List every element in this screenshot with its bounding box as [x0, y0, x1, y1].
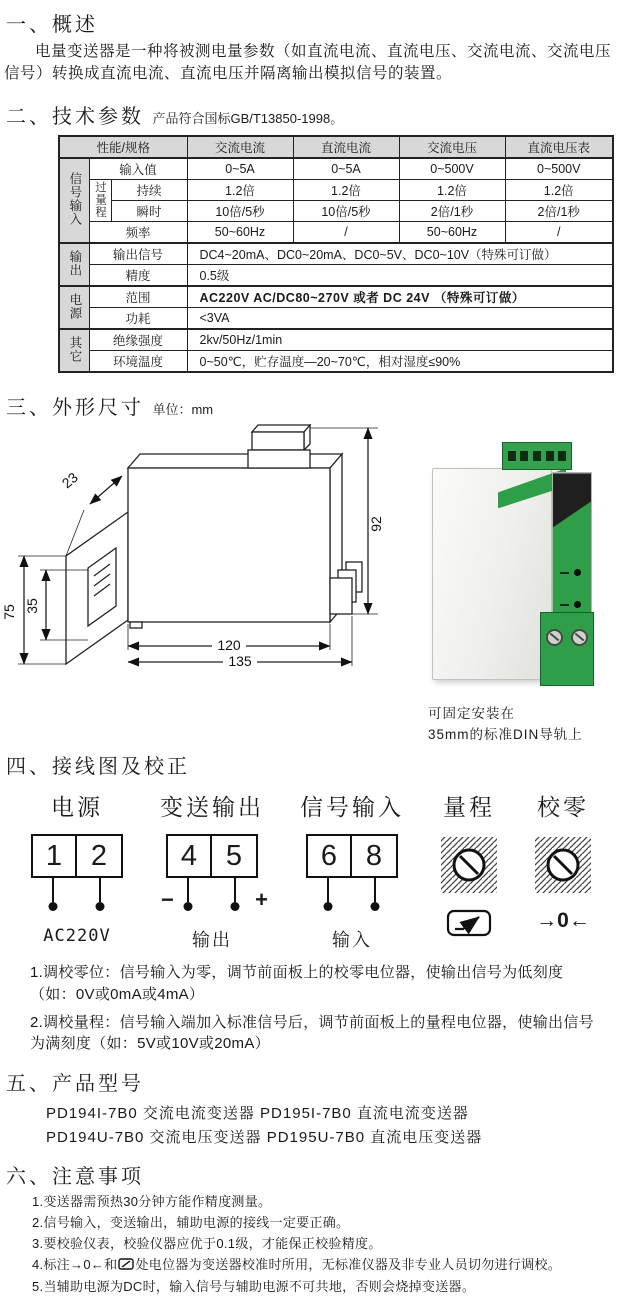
input-label: 输入: [332, 930, 372, 951]
slope-icon: [118, 1255, 134, 1276]
section-specs-heading: [0, 92, 620, 129]
slope-arrow-icon: [446, 907, 492, 937]
header-cell: 直流电流: [293, 136, 399, 158]
calibration-step-1: 1.调校零位：信号输入为零，调节前面板上的校零电位器，使输出信号为低刻度（如：0V或0mA或4mA）: [30, 964, 564, 1003]
bottom-terminal-block: [540, 612, 594, 686]
cell: 0~500V: [505, 158, 613, 180]
dim-23-label: 23: [58, 469, 81, 492]
cell: 1.2倍: [505, 180, 613, 201]
terminal-5: 5: [225, 839, 243, 872]
panel-mark-icon: [560, 572, 569, 574]
table-row: [59, 201, 613, 222]
terminal-box: [306, 834, 398, 878]
section-wiring-title: 四、接线图及校正: [6, 756, 190, 779]
model-line: PD194I-7B0 交流电流变送器 PD195I-7B0 直流电流变送器: [46, 1105, 469, 1123]
cell: /: [293, 222, 399, 244]
output-label: 输出: [192, 930, 232, 951]
header-cell: 性能/规格: [59, 136, 187, 158]
range-title: 量程: [443, 794, 495, 821]
header-cell: 交流电压: [399, 136, 505, 158]
wiring-input: [300, 789, 404, 952]
bottom-connector: [330, 578, 352, 614]
terminal-screw: [571, 629, 588, 646]
cautions-list: [32, 1191, 620, 1297]
wiring-input-title: 信号输入: [300, 794, 404, 821]
section-models-title: 五、产品型号: [6, 1073, 144, 1096]
cell: /: [505, 222, 613, 244]
group-cell-other: 其它: [59, 329, 89, 372]
row-label: 输入值: [89, 158, 187, 180]
caution-item: 2.信号输入，变送输出，辅助电源的接线一定要正确。: [32, 1215, 350, 1231]
row-label: 功耗: [89, 308, 187, 330]
caution-item: 3.要校验仪表，校验仪器应优于0.1级，才能保正校验精度。: [32, 1236, 382, 1252]
row-label: 绝缘强度: [89, 329, 187, 351]
cell: 1.2倍: [293, 180, 399, 201]
datasheet-page: [0, 8, 620, 1295]
terminal-6: 6: [308, 836, 352, 876]
specs-table: [58, 135, 614, 373]
terminal-8: 8: [365, 839, 383, 872]
table-row: [59, 243, 613, 265]
wiring-power: [30, 789, 124, 946]
section-specs-title: 二、技术参数: [6, 106, 144, 129]
section-cautions-title: 六、注意事项: [6, 1166, 144, 1189]
group-cell-power: 电源: [59, 286, 89, 329]
plus-sign: +: [255, 887, 268, 913]
caution-item: 4.标注→0←和 处电位器为变送器校准时所用，无标准仪器及非专业人员切勿进行调校。: [32, 1254, 620, 1276]
wires: [161, 878, 268, 914]
dim-75-label: 75: [1, 604, 17, 621]
row-label: 输出信号: [89, 243, 187, 265]
cell: 10倍/5秒: [187, 201, 293, 222]
minus-sign: −: [161, 887, 174, 913]
top-terminal-block: [502, 442, 572, 470]
wiring-output-title: 变送输出: [160, 794, 264, 821]
range-potentiometer-icon: [440, 836, 498, 894]
cell: AC220V AC/DC80~270V 或者 DC 24V （特殊可订做）: [187, 286, 613, 308]
dimension-drawing: [0, 424, 412, 682]
section-dimensions-heading: [0, 383, 620, 420]
model-line: PD194U-7B0 交流电压变送器 PD195U-7B0 直流电压变送器: [46, 1129, 483, 1147]
terminal-box: [166, 834, 258, 878]
group-cell-overrange: 过量程: [89, 180, 111, 222]
body-front-face: [128, 468, 330, 622]
wiring-zero: [534, 789, 592, 933]
cell: 50~60Hz: [399, 222, 505, 244]
cell: 1.2倍: [399, 180, 505, 201]
cell: 0~5A: [187, 158, 293, 180]
row-label: 精度: [89, 265, 187, 287]
group-cell-output: 输出: [59, 243, 89, 286]
terminal-2: 2: [90, 839, 108, 872]
cell: 2kv/50Hz/1min: [187, 329, 613, 351]
row-label: 范围: [89, 286, 187, 308]
table-header-row: [59, 136, 613, 158]
top-connector: [252, 432, 304, 450]
cell: 2倍/1秒: [399, 201, 505, 222]
cell: 1.2倍: [187, 180, 293, 201]
calibration-step-2: 2.调校量程：信号输入端加入标准信号后，调节前面板上的量程电位器，使输出信号为满刻度（如：5V或10V或20mA）: [30, 1013, 594, 1053]
zero-symbol: →0←: [536, 909, 590, 933]
table-row: [59, 180, 613, 201]
cell: 10倍/5秒: [293, 201, 399, 222]
table-row: [59, 351, 613, 373]
table-row: [59, 308, 613, 330]
group-cell-signal-input: 信号输入: [59, 158, 89, 243]
dim-35-label: 35: [24, 598, 40, 615]
row-label: 环境温度: [89, 351, 187, 373]
wiring-output: [160, 789, 268, 952]
cell: <3VA: [187, 308, 613, 330]
section-dimensions-title: 三、外形尺寸: [6, 397, 144, 420]
section-overview-title: 一、概述: [6, 14, 98, 36]
table-row: [59, 222, 613, 244]
dim-135-label: 135: [228, 653, 252, 670]
model-list: [46, 1102, 620, 1150]
terminal-4: 4: [168, 836, 212, 876]
panel-mark-icon: [560, 604, 569, 606]
table-row: [59, 329, 613, 351]
header-cell: 交流电流: [187, 136, 293, 158]
device-body: [432, 468, 552, 680]
cell: DC4~20mA、DC0~20mA、DC0~5V、DC0~10V（特殊可订做）: [187, 243, 613, 265]
header-cell: 直流电压表: [505, 136, 613, 158]
cell: 0~50℃，贮存温度—20~70℃，相对湿度≤90%: [187, 351, 613, 373]
cell: 0.5级: [187, 265, 613, 287]
zero-title: 校零: [537, 794, 589, 821]
cell: 0~5A: [293, 158, 399, 180]
dim-120-label: 120: [217, 637, 241, 654]
unit-label: 单位：mm: [152, 402, 214, 418]
dim-92-label: 92: [368, 516, 384, 533]
terminal-1: 1: [33, 836, 77, 876]
wiring-range: [440, 789, 498, 942]
terminal-box: [31, 834, 123, 878]
product-photo: [428, 442, 596, 692]
caution-item: 1.变送器需预热30分钟方能作精度测量。: [32, 1194, 272, 1210]
cell: 2倍/1秒: [505, 201, 613, 222]
wires: [305, 878, 399, 914]
cell: 0~500V: [399, 158, 505, 180]
row-label: 频率: [89, 222, 187, 244]
terminal-screw: [546, 629, 563, 646]
wiring-power-title: 电源: [51, 794, 103, 821]
wires: [30, 878, 124, 914]
table-row: [59, 158, 613, 180]
power-voltage-label: AC220V: [43, 926, 111, 947]
cell: 50~60Hz: [187, 222, 293, 244]
table-row: [59, 286, 613, 308]
wiring-diagram: [30, 789, 620, 952]
zero-potentiometer-icon: [534, 836, 592, 894]
standard-note: 产品符合国标GB/T13850-1998。: [152, 111, 344, 127]
caution-item: 5.当辅助电源为DC时，输入信号与辅助电源不可共地，否则会烧掉变送器。: [32, 1279, 476, 1295]
row-label: 瞬时: [111, 201, 187, 222]
photo-caption: 可固定安装在 35mm的标准DIN导轨上: [428, 706, 583, 743]
overview-paragraph: 电量变送器是一种将被测电量参数（如直流电流、直流电压、交流电流、交流电压信号）转换成直流电流、直流电压并隔离输出模拟信号的装置。: [4, 43, 612, 82]
table-row: [59, 265, 613, 287]
row-label: 持续: [111, 180, 187, 201]
